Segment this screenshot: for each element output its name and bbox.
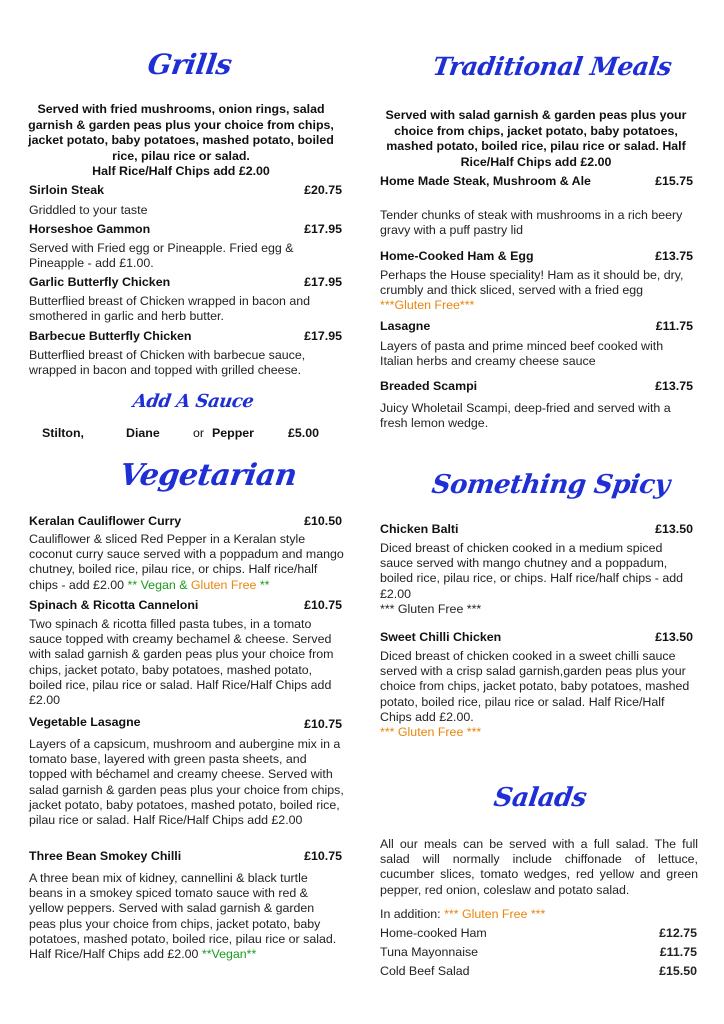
item-description: Tender chunks of steak with mushrooms in a rich beery gravy with a puff pastry lid (380, 208, 683, 238)
item-description: Butterflied breast of Chicken with barbecue sauce, wrapped in bacon and topped with grilled cheese. (29, 348, 306, 378)
item-price: £13.75 (655, 379, 693, 393)
salads-intro: All our meals can be served with a full salad. The full salad will normally include chiffonade of lettuce, cucumber slices, tomato wedges, red yellow and green pepper, red onion, coleslaw and potato salad. (380, 837, 698, 897)
item-description: Griddled to your taste (29, 203, 148, 217)
item-description-text: Diced breast of chicken cooked in a sweet chilli sauce served with a crisp salad garnish,garden peas plus your choice from chips, jacket potato, baby potatoes, mashed potato, boiled rice, pilau rice or salad. Half Rice/Half Chips add £2.00. (380, 649, 690, 724)
item-price: £20.75 (304, 183, 342, 197)
item-description-text: Cauliflower & sliced Red Pepper in a Keralan style coconut curry sauce served with a poppadum and mango chutney, boiled rice, pilau rice, or chips. Half rice/half chips - add £2.00 (29, 532, 344, 592)
menu-item-ham-egg (380, 249, 693, 265)
menu-item-breaded-scampi (380, 379, 693, 395)
item-price: £10.75 (304, 849, 342, 863)
item-description: Served with Fried egg or Pineapple. Fried egg & Pineapple - add £1.00. (29, 241, 294, 271)
item-price: £13.50 (655, 630, 693, 644)
menu-item-sirloin-steak (29, 183, 342, 199)
item-name: Spinach & Ricotta Canneloni (29, 598, 199, 612)
item-description: Layers of pasta and prime minced beef cooked with Italian herbs and creamy cheese sauce (380, 339, 664, 369)
salads-addition (380, 907, 698, 922)
item-price: £10.50 (304, 514, 342, 528)
gluten-free-tag: *** Gluten Free *** (380, 601, 482, 616)
sauce-or: or (193, 426, 205, 440)
menu-item-three-bean-smokey-chilli (29, 849, 342, 865)
item-name: Vegetable Lasagne (29, 715, 141, 729)
item-name: Tuna Mayonnaise (380, 945, 479, 959)
item-name: Breaded Scampi (380, 379, 478, 393)
menu-item-keralan-cauliflower-curry (29, 514, 342, 530)
item-description (380, 541, 698, 617)
item-name: Horseshoe Gammon (29, 222, 151, 236)
item-name: Home Made Steak, Mushroom & Ale (380, 174, 591, 188)
grills-intro (22, 102, 340, 180)
menu-item-horseshoe-gammon (29, 222, 342, 238)
grills-intro-extra: Half Rice/Half Chips add £2.00 (92, 164, 270, 178)
item-description (380, 268, 698, 314)
menu-item-spinach-ricotta-canneloni (29, 598, 342, 614)
menu-item-barbecue-butterfly-chicken (29, 329, 342, 345)
salad-item-tuna-mayonnaise (380, 945, 697, 961)
item-description-text: Diced breast of chicken cooked in a medium spiced sauce served with mango chutney and a poppadum, boiled rice, pilau rice, or chips. Half rice/half chips - add £2.00 (380, 541, 684, 601)
menu-item-garlic-butterfly-chicken (29, 275, 342, 291)
item-name: Keralan Cauliflower Curry (29, 514, 182, 528)
item-price: £17.95 (304, 222, 342, 236)
vegetarian-heading: Vegetarian (117, 458, 299, 493)
item-name: Three Bean Smokey Chilli (29, 849, 182, 863)
item-name: Home-cooked Ham (380, 926, 487, 940)
salad-item-home-cooked-ham (380, 926, 697, 942)
item-description: Juicy Wholetail Scampi, deep-fried and served with a fresh lemon wedge. (380, 401, 671, 431)
something-spicy-heading: Something Spicy (429, 470, 672, 500)
menu-item-chicken-balti (380, 522, 693, 538)
item-price: £10.75 (304, 717, 342, 731)
menu-item-sweet-chilli-chicken (380, 630, 693, 646)
item-description: Two spinach & ricotta filled pasta tubes, in a tomato sauce topped with creamy bechamel & cheese. Served with salad garnish & garden peas plus your choice from chips, jacket potato, baby potatoes, mashed potato, boiled rice, pilau rice or salad. Half Rice/Half Chips add £2.00 (29, 617, 334, 708)
salads-heading: Salads (491, 783, 589, 813)
sauce-price: £5.00 (288, 426, 320, 440)
sauce-pepper: Pepper (212, 426, 255, 440)
gluten-free-tag: *** Gluten Free *** (444, 907, 546, 921)
item-price: £13.75 (655, 249, 693, 263)
item-description: Butterflied breast of Chicken wrapped in bacon and smothered in garlic and herb butter. (29, 294, 311, 324)
tag-ampersand: & (179, 577, 188, 592)
item-price: £15.50 (659, 964, 697, 978)
item-name: Lasagne (380, 319, 431, 333)
salad-item-cold-beef-salad (380, 964, 697, 980)
item-price: £17.95 (304, 329, 342, 343)
item-price: £11.75 (655, 319, 693, 333)
grills-intro-text: Served with fried mushrooms, onion rings, salad garnish & garden peas plus your choice from chips, jacket potato, baby potatoes, mashed potato, boiled rice, pilau rice or salad. (28, 102, 334, 163)
item-description: Layers of a capsicum, mushroom and aubergine mix in a tomato base, layered with green pasta sheets, and topped with béchamel and creamy cheese. Served with salad garnish & garden peas plus your choice from chips, jacket potato, baby potatoes, mashed potato, boiled rice, pilau rice or salad. Half Rice/Half Chips add £2.00 (29, 737, 344, 828)
item-description-text: Perhaps the House speciality! Ham as it should be, dry, crumbly and thick sliced, served with a fried egg (380, 268, 684, 298)
sauce-stilton: Stilton, (42, 426, 84, 440)
item-price: £10.75 (304, 598, 342, 612)
item-description (380, 649, 698, 740)
gluten-free-tag: ***Gluten Free*** (380, 298, 475, 313)
sauce-diane: Diane (126, 426, 160, 440)
traditional-intro: Served with salad garnish & garden peas plus your choice from chips, jacket potato, baby potatoes, mashed potato, boiled rice, pilau rice or salad. Half Rice/Half Chips add £2.00 (385, 108, 687, 169)
menu-item-steak-mushroom-ale (380, 174, 693, 206)
item-name: Garlic Butterfly Chicken (29, 275, 171, 289)
item-description (29, 532, 344, 593)
item-name: Cold Beef Salad (380, 964, 470, 978)
item-price: £17.95 (304, 275, 342, 289)
item-name: Barbecue Butterfly Chicken (29, 329, 192, 343)
item-price: £12.75 (659, 926, 697, 940)
gluten-free-tag: Gluten Free (190, 577, 257, 592)
item-price: £11.75 (659, 945, 697, 959)
gluten-free-tag: *** Gluten Free *** (380, 725, 482, 740)
traditional-meals-heading: Traditional Meals (430, 52, 674, 81)
item-name: Chicken Balti (380, 522, 459, 536)
sauce-options (40, 426, 340, 442)
menu-item-lasagne (380, 319, 693, 335)
addition-label: In addition: (380, 907, 441, 921)
grills-heading: Grills (145, 48, 234, 81)
item-name: Sweet Chilli Chicken (380, 630, 502, 644)
item-name: Sirloin Steak (29, 183, 105, 197)
menu-item-vegetable-lasagne (29, 715, 342, 731)
vegan-tag: ** Vegan (127, 577, 176, 592)
add-a-sauce-heading: Add A Sauce (131, 391, 255, 412)
item-price: £13.50 (655, 522, 693, 536)
item-description (29, 871, 344, 962)
item-price: £15.75 (655, 174, 693, 188)
item-description-text: A three bean mix of kidney, cannellini & black turtle beans in a smokey spiced tomato sauce with red & yellow peppers. Served with salad garnish & garden peas plus your choice from chips, jacket potato, baby potatoes, mashed potato, boiled rice, pilau rice or salad. Half Rice/Half Chips add £2.00 (29, 871, 337, 962)
item-name: Home-Cooked Ham & Egg (380, 249, 534, 263)
tag-end: ** (259, 577, 270, 592)
vegan-tag: **Vegan** (201, 947, 257, 962)
